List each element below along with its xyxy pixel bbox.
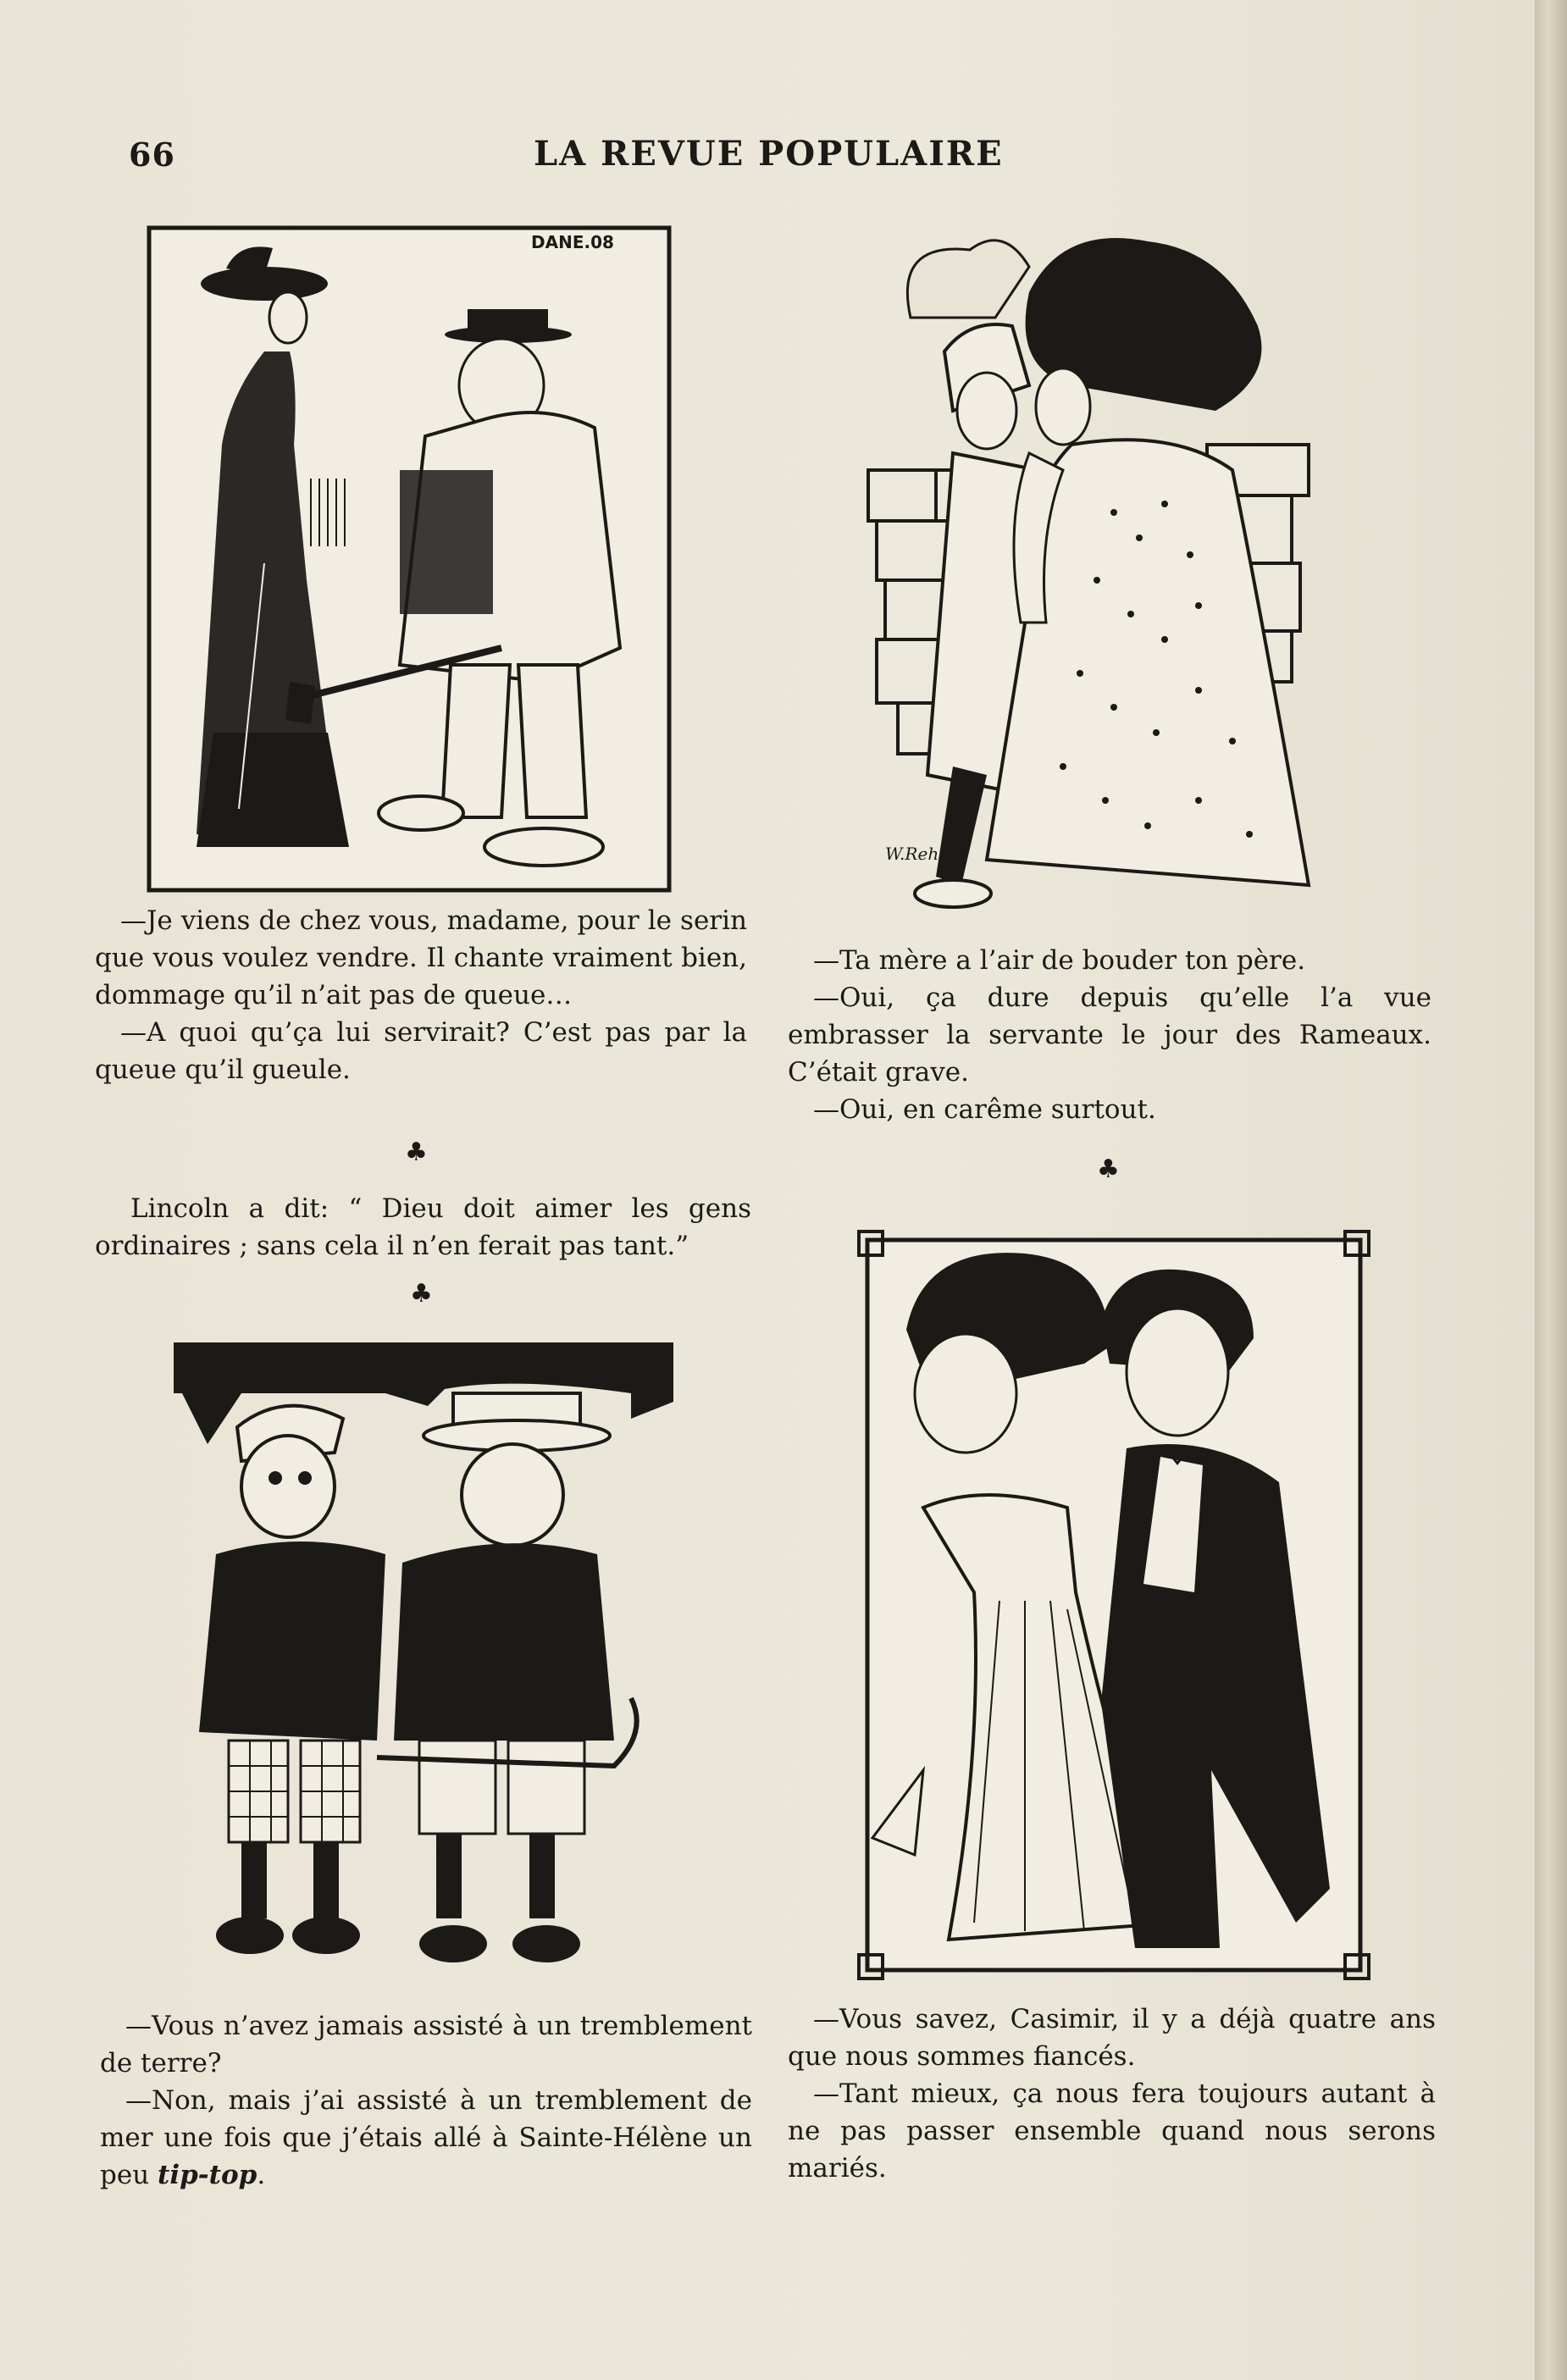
- lincoln-quote: [95, 1190, 751, 1265]
- cartoon-stone-wall-illustration: [860, 216, 1351, 936]
- page-gutter: [1535, 0, 1567, 2380]
- cartoon-golfer-caption: [95, 902, 747, 1088]
- club-ornament: ♣: [410, 1279, 433, 1309]
- cartoon-engaged-couple-caption: [788, 2001, 1436, 2187]
- cartoon-signature: W.Rehey: [885, 844, 959, 864]
- caption-line: —Ta mère a l’air de bouder ton père.: [813, 945, 1306, 976]
- caption-line: —Oui, en carême surtout.: [813, 1094, 1156, 1125]
- club-ornament: ♣: [1097, 1154, 1120, 1184]
- quote-text: Lincoln a dit: “ Dieu doit aimer les gens ordinaires ; sans cela il n’en ferait pas tant.”: [95, 1193, 751, 1261]
- running-head: LA REVUE POPULAIRE: [534, 134, 1004, 174]
- caption-line: —A quoi qu’ça lui servirait? C’est pas par la queue qu’il gueule.: [95, 1017, 747, 1085]
- cartoon-stone-wall-caption: [788, 942, 1431, 1128]
- cartoon-engaged-couple-illustration: [855, 1228, 1372, 1982]
- cartoon-golfer-illustration: [146, 224, 673, 894]
- caption-line: —Vous n’avez jamais assisté à un tremblement de terre?: [100, 2011, 752, 2078]
- page-number: 66: [129, 136, 175, 174]
- club-ornament: ♣: [405, 1137, 428, 1167]
- cartoon-signature: DANE.08: [531, 232, 614, 252]
- caption-line: —Vous savez, Casimir, il y a déjà quatre ans que nous sommes fiancés.: [788, 2004, 1436, 2072]
- caption-line: —Non, mais j’ai assisté à un tremblement de mer une fois que j’étais allé à Sainte-Hélène un peu tip-top.: [100, 2085, 752, 2190]
- caption-line: —Je viens de chez vous, madame, pour le serin que vous voulez vendre. Il chante vraiment bien, dommage qu’il n’ait pas de queue…: [95, 905, 747, 1010]
- cartoon-two-boys-caption: [100, 2007, 752, 2194]
- caption-line: —Tant mieux, ça nous fera toujours autant à ne pas passer ensemble quand nous serons mariés.: [788, 2078, 1436, 2184]
- cartoon-two-boys-illustration: [174, 1342, 682, 1986]
- caption-line: —Oui, ça dure depuis qu’elle l’a vue embrasser la servante le jour des Rameaux. C’était grave.: [788, 982, 1431, 1088]
